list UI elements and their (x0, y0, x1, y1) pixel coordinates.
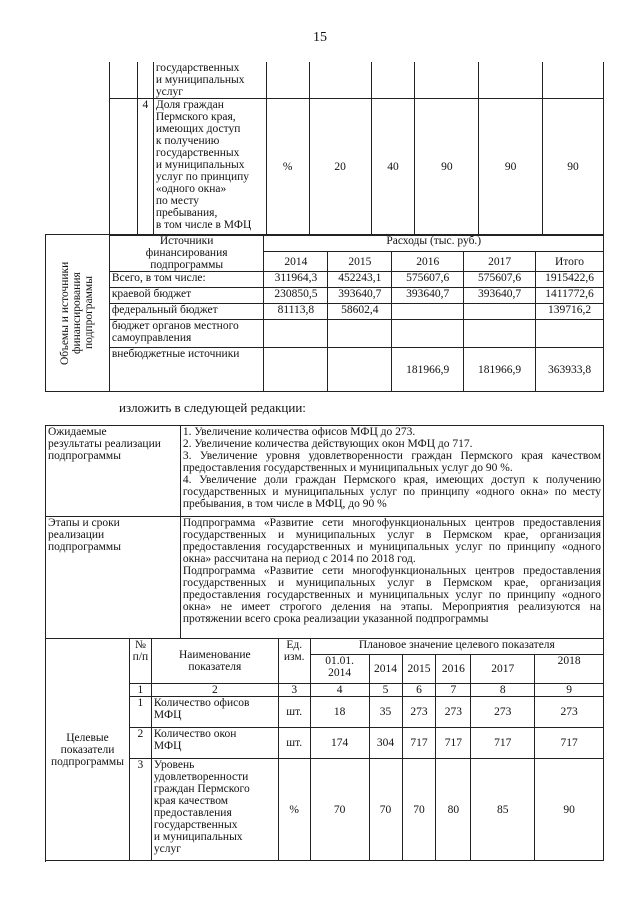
stages-paragraph: Подпрограмма «Развитие сети многофункциональных центров предоставления государственных и муниципальных услуг в Пермском крае, организация предоставления государственных и муниципальных услуг по принципу «одного окна» не имеет строгого деления на этапы. Мероприятия реализуются на протяжении всего срока реализации указанной подпрограммы (182, 565, 601, 625)
expenses-header: Расходы (тыс. руб.) (264, 235, 604, 252)
unit-header: Ед. изм. (278, 639, 310, 684)
target-value: 35 (369, 697, 402, 728)
finance-value (328, 320, 392, 348)
target-row (46, 728, 604, 759)
finance-value: 575607,6 (464, 272, 536, 288)
target-value: 717 (402, 728, 436, 759)
finance-value: 452243,1 (328, 272, 392, 288)
target-value: 18 (310, 697, 369, 728)
expected-item: 2. Увеличение количества действующих окон МФЦ до 717. (182, 438, 473, 450)
source-label: бюджет органов местного самоуправления (109, 320, 264, 348)
finance-value: 393640,7 (464, 288, 536, 304)
finance-value: 311964,3 (264, 272, 328, 288)
col-number: 8 (471, 684, 535, 697)
sources-header: Источники финансирования подпрограммы (109, 235, 264, 272)
finance-value (392, 320, 464, 348)
target-value: 90 (535, 759, 604, 861)
year-header: 01.01. 2014 (310, 655, 369, 684)
target-value: 273 (402, 697, 436, 728)
finance-value (392, 304, 464, 320)
finance-value: 1915422,6 (536, 272, 604, 288)
finance-value: 230850,5 (264, 288, 328, 304)
finance-value (264, 348, 328, 392)
value-cell: 40 (371, 99, 415, 236)
finance-value: 81113,8 (264, 304, 328, 320)
num-header: № п/п (129, 639, 151, 684)
stages-row (46, 517, 604, 639)
target-value: 80 (436, 759, 471, 861)
year-header: Итого (536, 252, 604, 272)
target-value: 717 (535, 728, 604, 759)
finance-table (45, 234, 604, 392)
finance-value (328, 348, 392, 392)
expected-results-label: Ожидаемые результаты реализации подпрограммы (46, 426, 181, 517)
expected-results-list (180, 426, 603, 517)
year-header: 2015 (328, 252, 392, 272)
column-numbers-row (46, 684, 604, 697)
finance-value: 363933,8 (536, 348, 604, 392)
finance-value: 181966,9 (464, 348, 536, 392)
indicator-row-4 (110, 99, 604, 236)
stages-text (180, 517, 603, 639)
indicator-name-continued: государственных и муниципальных услуг (153, 62, 266, 99)
finance-value (264, 320, 328, 348)
row-number: 1 (129, 697, 151, 728)
year-header: 2014 (264, 252, 328, 272)
unit-cell: шт. (278, 697, 310, 728)
target-value: 70 (310, 759, 369, 861)
finance-row (46, 288, 604, 304)
value-cell: 90 (415, 99, 479, 236)
row-number: 4 (137, 99, 153, 236)
col-number: 7 (436, 684, 471, 697)
year-header: 2017 (471, 655, 535, 684)
row-number: 3 (129, 759, 151, 861)
col-number: 1 (129, 684, 151, 697)
finance-header-row (46, 235, 604, 252)
col-number: 3 (278, 684, 310, 697)
name-header: Наименование показателя (151, 639, 278, 684)
finance-value (536, 320, 604, 348)
transition-text: изложить в следующей редакции: (119, 400, 306, 415)
finance-side-label: Объемы и источники финансирования подпрограммы (46, 235, 110, 392)
expected-results-row (46, 426, 604, 517)
finance-value: 575607,6 (392, 272, 464, 288)
finance-row (46, 348, 604, 392)
finance-value (464, 304, 536, 320)
target-value: 273 (436, 697, 471, 728)
target-value: 174 (310, 728, 369, 759)
finance-value: 393640,7 (392, 288, 464, 304)
target-value: 717 (436, 728, 471, 759)
finance-value (464, 320, 536, 348)
year-header: 2016 (436, 655, 471, 684)
col-number: 4 (310, 684, 369, 697)
year-header: 2017 (464, 252, 536, 272)
target-value: 273 (471, 697, 535, 728)
finance-value: 139716,2 (536, 304, 604, 320)
col-number: 9 (535, 684, 604, 697)
target-value: 273 (535, 697, 604, 728)
target-name: Уровень удовлетворенности граждан Пермского края качеством предоставления государственных и муниципальных услуг (151, 759, 278, 861)
stages-paragraph: Подпрограмма «Развитие сети многофункциональных центров предоставления государственных и муниципальных услуг в Пермском крае, организация предоставления государственных и муниципальных услуг по принципу «одного окна» рассчитана на период с 2014 по 2018 год. (182, 517, 601, 565)
target-name: Количество офисов МФЦ (151, 697, 278, 728)
expected-item: 1. Увеличение количества офисов МФЦ до 273. (182, 426, 416, 438)
expected-item: 3. Увеличение уровня удовлетворенности граждан Пермского края качеством предоставления государственных и муниципальных услуг до 90 %. (182, 450, 601, 474)
target-value: 304 (369, 728, 402, 759)
subprogram-passport-table (45, 425, 604, 639)
target-value: 70 (369, 759, 402, 861)
target-row (46, 697, 604, 728)
value-cell: 20 (309, 99, 371, 236)
source-label: внебюджетные источники (109, 348, 264, 392)
source-label: краевой бюджет (109, 288, 264, 304)
targets-label: Целевые показатели подпрограммы (46, 639, 130, 861)
year-header: 2014 (369, 655, 402, 684)
finance-value: 1411772,6 (536, 288, 604, 304)
unit-cell: шт. (278, 728, 310, 759)
col-number: 5 (369, 684, 402, 697)
source-label: Всего, в том числе: (109, 272, 264, 288)
finance-row (46, 272, 604, 288)
year-header: 2018 (535, 655, 604, 684)
finance-value: 393640,7 (328, 288, 392, 304)
stages-label: Этапы и сроки реализации подпрограммы (46, 517, 181, 639)
targets-header-row (46, 639, 604, 655)
finance-value: 181966,9 (392, 348, 464, 392)
year-header: 2015 (402, 655, 436, 684)
year-header: 2016 (392, 252, 464, 272)
finance-row (46, 304, 604, 320)
page-number: 15 (313, 30, 327, 45)
row-number: 2 (129, 728, 151, 759)
target-value: 717 (471, 728, 535, 759)
target-row (46, 759, 604, 861)
continuation-row (110, 62, 604, 99)
finance-row (46, 320, 604, 348)
value-cell: 90 (479, 99, 543, 236)
value-cell: 90 (543, 99, 604, 236)
target-value: 85 (471, 759, 535, 861)
top-indicators-table (109, 62, 604, 236)
targets-table (45, 638, 604, 861)
plan-header: Плановое значение целевого показателя (310, 639, 603, 655)
expected-item: 4. Увеличение доли граждан Пермского края, имеющих доступ к получению государственных и муниципальных услуг по принципу «одного окна» по месту пребывания, в том числе в МФЦ, до 90 % (182, 474, 601, 510)
target-value: 70 (402, 759, 436, 861)
col-number: 6 (402, 684, 436, 697)
unit-cell: % (266, 99, 309, 236)
col-number: 2 (151, 684, 278, 697)
indicator-name: Доля граждан Пермского края, имеющих доступ к получению государственных и муниципальных услуг по принципу «одного окна» по месту пребывания, в том числе в МФЦ (153, 99, 266, 236)
source-label: федеральный бюджет (109, 304, 264, 320)
finance-value: 58602,4 (328, 304, 392, 320)
unit-cell: % (278, 759, 310, 861)
target-name: Количество окон МФЦ (151, 728, 278, 759)
